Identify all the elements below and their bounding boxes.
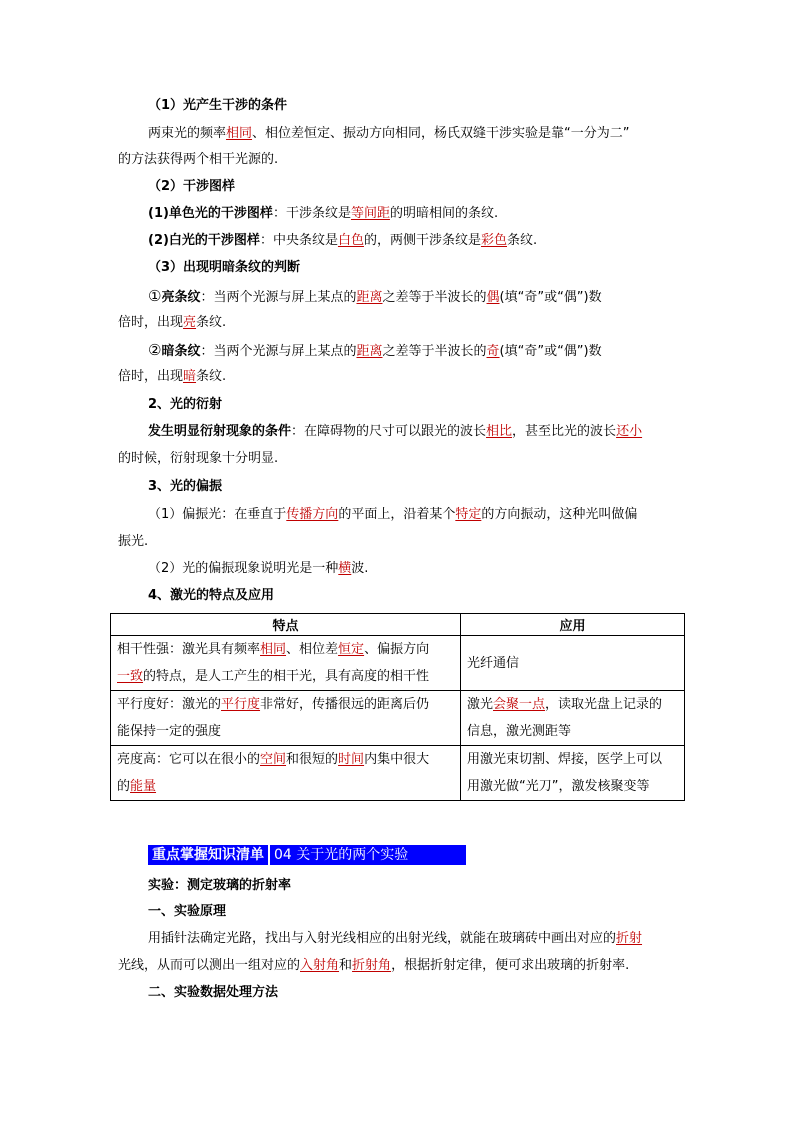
paragraph-dark-fringe-cont: 倍时，出现暗条纹. xyxy=(118,369,227,384)
heading-polarization: 3、光的偏振 xyxy=(148,479,223,494)
cell-fiber-communication: 光纤通信 xyxy=(461,636,685,691)
heading-diffraction: 2、光的衍射 xyxy=(148,397,223,412)
paragraph-transverse-wave: （2）光的偏振现象说明光是一种横波. xyxy=(148,561,369,576)
answer-blank: 时间 xyxy=(338,752,365,767)
section-banner xyxy=(148,845,466,865)
paragraph-interference-conditions: 两束光的频率相同、相位差恒定、振动方向相同，杨氏双缝干涉实验是靠“一分为二” xyxy=(148,126,630,141)
paragraph-bright-fringe: ①亮条纹：当两个光源与屏上某点的距离之差等于半波长的偶(填“奇”或“偶”)数 xyxy=(148,287,602,305)
table-header-row xyxy=(111,614,685,636)
banner-title: 04 关于光的两个实验 xyxy=(274,847,409,863)
cell-coherence: 相干性强：激光具有频率相同、相位差恒定、偏振方向 一致的特点，是人工产生的相干光，具有高度的相干性 xyxy=(111,636,461,691)
column-header-features: 特点 xyxy=(111,614,461,636)
paragraph-experiment-principle: 用插针法确定光路，找出与入射光线相应的出射光线，就能在玻璃砖中画出对应的折射 xyxy=(148,931,643,946)
answer-blank: 一致 xyxy=(117,669,144,684)
column-header-applications: 应用 xyxy=(461,614,685,636)
cell-brightness: 亮度高：它可以在很小的空间和很短的时间内集中很大 的能量 xyxy=(111,746,461,801)
heading-data-processing: 二、实验数据处理方法 xyxy=(148,985,279,1000)
answer-blank: 距离 xyxy=(356,290,383,305)
answer-blank: 等间距 xyxy=(350,206,390,221)
answer-blank: 会聚一点 xyxy=(493,697,546,712)
answer-blank: 相同 xyxy=(260,642,287,657)
answer-blank: 暗 xyxy=(183,369,197,384)
table-row xyxy=(111,691,685,746)
answer-blank: 亮 xyxy=(183,315,197,330)
experiment-title: 实验：测定玻璃的折射率 xyxy=(148,878,292,893)
answer-blank: 偶 xyxy=(486,290,500,305)
answer-blank: 空间 xyxy=(260,752,287,767)
answer-blank: 相同 xyxy=(226,126,253,141)
heading-experiment-principle: 一、实验原理 xyxy=(148,904,227,919)
cell-parallelism: 平行度好：激光的平行度非常好，传播很远的距离后仍 能保持一定的强度 xyxy=(111,691,461,746)
heading-fringe-judgement: （3）出现明暗条纹的判断 xyxy=(148,260,301,275)
paragraph-bright-fringe-cont: 倍时，出现亮条纹. xyxy=(118,315,227,330)
answer-blank: 传播方向 xyxy=(286,507,339,522)
answer-blank: 奇 xyxy=(486,344,500,359)
answer-blank: 恒定 xyxy=(338,642,365,657)
paragraph-continued: 的方法获得两个相干光源的. xyxy=(118,152,279,167)
answer-blank: 折射角 xyxy=(352,958,392,973)
heading-laser: 4、激光的特点及应用 xyxy=(148,588,275,603)
banner-label: 重点掌握知识清单 xyxy=(152,847,264,863)
cell-cutting-welding: 用激光束切割、焊接，医学上可以 用激光做“光刀”，激发核聚变等 xyxy=(461,746,685,801)
laser-table xyxy=(110,613,685,801)
answer-blank: 还小 xyxy=(616,424,643,439)
table-row xyxy=(111,636,685,691)
answer-blank: 特定 xyxy=(455,507,482,522)
answer-blank: 白色 xyxy=(337,233,364,248)
table-row xyxy=(111,746,685,801)
paragraph-monochromatic: (1)单色光的干涉图样：干涉条纹是等间距的明暗相间的条纹. xyxy=(148,206,499,221)
answer-blank: 相比 xyxy=(486,424,513,439)
answer-blank: 能量 xyxy=(130,779,157,794)
heading-interference-pattern: （2）干涉图样 xyxy=(148,179,236,194)
answer-blank: 折射 xyxy=(616,931,643,946)
paragraph-experiment-principle-cont: 光线，从而可以测出一组对应的入射角和折射角，根据折射定律，便可求出玻璃的折射率. xyxy=(118,958,630,973)
paragraph-polarized-light-cont: 振光. xyxy=(118,534,149,549)
answer-blank: 平行度 xyxy=(221,697,261,712)
paragraph-dark-fringe: ②暗条纹：当两个光源与屏上某点的距离之差等于半波长的奇(填“奇”或“偶”)数 xyxy=(148,341,602,359)
paragraph-diffraction: 发生明显衍射现象的条件：在障碍物的尺寸可以跟光的波长相比，甚至比光的波长还小 xyxy=(148,424,643,439)
heading-interference-conditions: （1）光产生干涉的条件 xyxy=(148,98,288,113)
answer-blank: 入射角 xyxy=(300,958,340,973)
answer-blank: 彩色 xyxy=(480,233,507,248)
paragraph-diffraction-cont: 的时候，衍射现象十分明显. xyxy=(118,451,279,466)
cell-disc-reading: 激光会聚一点，读取光盘上记录的 信息，激光测距等 xyxy=(461,691,685,746)
answer-blank: 距离 xyxy=(356,344,383,359)
paragraph-polarized-light: （1）偏振光：在垂直于传播方向的平面上，沿着某个特定的方向振动，这种光叫做偏 xyxy=(148,507,638,522)
paragraph-white-light: (2)白光的干涉图样：中央条纹是白色的，两侧干涉条纹是彩色条纹. xyxy=(148,233,538,248)
answer-blank: 横 xyxy=(338,561,352,576)
